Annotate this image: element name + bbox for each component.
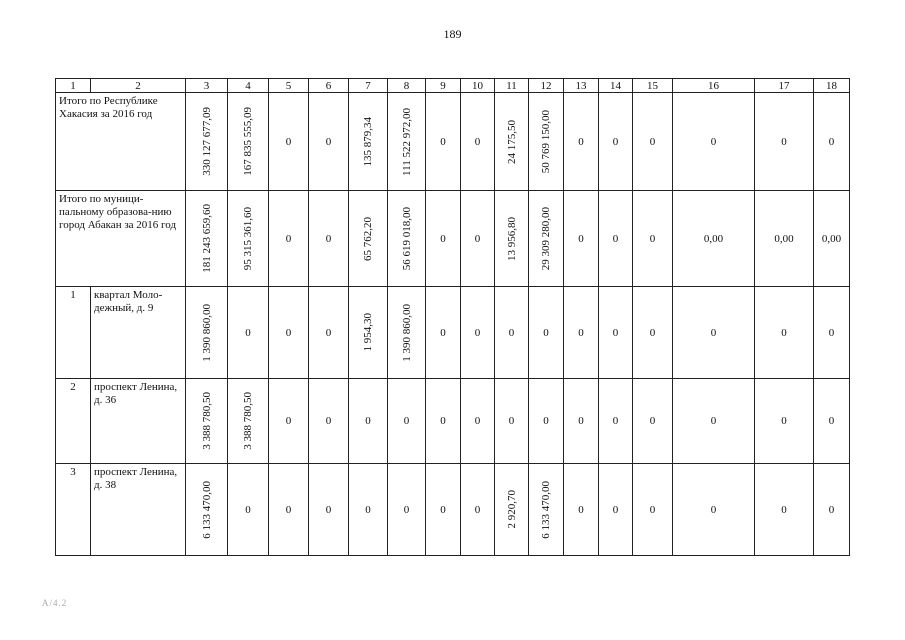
value-text: 0 [285,135,292,148]
header-cell: 5 [269,79,309,93]
value-cell [186,93,228,191]
header-cell: 18 [814,79,850,93]
value-text: 0 [710,503,717,516]
header-cell: 16 [673,79,755,93]
value-text: 0 [245,326,251,339]
value-text: 6 133 470,00 [540,480,552,539]
value-cell [814,287,850,379]
header-cell: 15 [633,79,673,93]
value-cell [633,287,673,379]
value-cell [599,287,633,379]
value-text: 2 920,70 [505,490,518,529]
value-text: 0 [781,503,787,516]
total-row [56,191,850,287]
value-cell [633,379,673,464]
value-cell [388,464,426,556]
value-text: 0 [474,415,481,427]
value-cell [755,191,814,287]
item-row [56,287,850,379]
item-row [56,464,850,556]
header-cell: 7 [349,79,388,93]
value-text: 3 388 780,50 [242,392,254,450]
value-cell [186,287,228,379]
value-cell [388,287,426,379]
value-text: 0 [474,503,481,516]
value-text: 0 [285,326,292,339]
value-text: 0 [440,326,446,339]
value-text: 0 [710,415,717,427]
value-text: 0 [828,326,835,339]
value-cell [529,191,564,287]
value-cell [186,379,228,464]
value-text: 167 835 555,09 [242,107,254,176]
value-text: 0 [365,415,371,427]
value-text: 0 [649,135,656,148]
value-cell [309,191,349,287]
value-cell [349,93,388,191]
value-cell [564,93,599,191]
value-cell [529,464,564,556]
value-text: 0 [781,415,787,427]
value-cell [269,379,309,464]
value-text: 0 [612,415,619,427]
value-text: 0 [474,135,481,148]
value-cell [426,191,461,287]
value-text: 0 [325,135,332,148]
header-cell: 13 [564,79,599,93]
value-text: 56 619 018,00 [400,206,413,271]
header-cell: 14 [599,79,633,93]
value-text: 13 956,80 [505,216,518,261]
header-cell: 11 [495,79,529,93]
value-cell [673,464,755,556]
value-text: 1 390 860,00 [400,303,413,362]
value-cell [495,287,529,379]
value-text: 0 [474,232,481,245]
value-text: 0 [781,135,787,148]
value-cell [186,464,228,556]
value-text: 0,00 [821,232,842,245]
value-cell [529,93,564,191]
total-row [56,93,850,191]
value-cell [673,379,755,464]
value-cell [309,287,349,379]
value-cell [461,93,495,191]
value-text: 1 954,30 [362,313,374,352]
value-cell [564,379,599,464]
value-cell [426,93,461,191]
header-cell: 12 [529,79,564,93]
value-text: 0 [828,135,835,148]
item-row [56,379,850,464]
value-text: 0 [325,232,332,245]
item-index: 1 [56,287,91,379]
value-cell [495,93,529,191]
value-text: 0 [578,232,584,245]
value-text: 1 390 860,00 [200,303,213,362]
header-cell: 6 [309,79,349,93]
value-cell [388,379,426,464]
value-text: 0 [578,503,584,516]
value-cell [495,191,529,287]
value-cell [564,464,599,556]
value-text: 0 [649,232,656,245]
header-cell: 3 [186,79,228,93]
value-text: 0 [543,326,549,339]
value-text: 0 [325,503,332,516]
value-cell [426,464,461,556]
value-text: 0 [543,415,549,427]
value-cell [228,379,269,464]
value-cell [755,287,814,379]
value-text: 0 [403,415,410,427]
header-cell: 17 [755,79,814,93]
value-cell [814,464,850,556]
value-text: 0 [325,326,332,339]
value-text: 95 315 361,60 [242,206,254,271]
value-text: 0 [578,135,584,148]
value-cell [349,191,388,287]
value-text: 0 [508,326,515,339]
value-cell [599,464,633,556]
value-cell [349,464,388,556]
value-text: 0 [440,415,446,427]
value-cell [309,93,349,191]
value-text: 24 175,50 [505,119,518,164]
value-cell [673,287,755,379]
value-cell [755,379,814,464]
value-cell [349,287,388,379]
value-cell [529,287,564,379]
value-text: 0 [245,503,251,516]
value-cell [269,464,309,556]
value-cell [309,379,349,464]
value-text: 0 [403,503,410,516]
value-cell [349,379,388,464]
value-text: 0 [649,503,656,516]
value-text: 0 [285,503,292,516]
value-text: 0,00 [774,232,794,245]
value-cell [461,191,495,287]
header-row [56,79,850,93]
header-cell: 9 [426,79,461,93]
value-cell [269,191,309,287]
value-text: 0 [612,503,619,516]
page-number: 189 [443,27,462,41]
value-text: 0 [285,232,292,245]
value-cell [633,191,673,287]
footer-mark: А/4.2 [42,598,68,608]
value-text: 0 [365,503,371,516]
value-cell [426,287,461,379]
value-text: 0 [710,326,717,339]
value-text: 0 [440,232,446,245]
value-cell [228,464,269,556]
value-cell [755,93,814,191]
value-text: 0 [828,415,835,427]
data-table [55,78,850,556]
value-text: 0 [440,135,446,148]
item-label: квартал Моло-дежный, д. 9 [91,287,186,379]
value-text: 0 [325,415,332,427]
value-cell [755,464,814,556]
value-cell [461,379,495,464]
value-cell [309,464,349,556]
header-cell: 1 [56,79,91,93]
value-cell [269,93,309,191]
header-cell: 2 [91,79,186,93]
value-text: 0,00 [703,232,724,245]
value-cell [269,287,309,379]
value-text: 0 [612,232,619,245]
value-cell [633,93,673,191]
value-cell [673,191,755,287]
value-text: 0 [508,415,515,427]
value-text: 330 127 677,09 [200,107,213,176]
value-text: 0 [474,326,481,339]
value-cell [426,379,461,464]
header-cell: 4 [228,79,269,93]
value-cell [228,287,269,379]
value-cell [228,191,269,287]
item-index: 3 [56,464,91,556]
value-text: 135 879,34 [362,116,374,167]
value-cell [564,287,599,379]
value-cell [673,93,755,191]
value-text: 3 388 780,50 [200,392,213,450]
value-text: 0 [649,415,656,427]
value-cell [633,464,673,556]
value-text: 29 309 280,00 [540,206,552,271]
value-text: 0 [649,326,656,339]
value-cell [461,464,495,556]
value-cell [388,191,426,287]
value-text: 65 762,20 [362,216,374,261]
value-cell [564,191,599,287]
header-cell: 8 [388,79,426,93]
value-text: 0 [578,415,584,427]
value-cell [495,379,529,464]
value-cell [228,93,269,191]
value-cell [814,379,850,464]
total-label: Итого по муници-пальному образова-нию город Абакан за 2016 год [56,191,186,287]
value-cell [529,379,564,464]
value-text: 0 [285,415,292,427]
value-text: 6 133 470,00 [200,480,213,539]
value-text: 111 522 972,00 [400,107,413,176]
value-cell [814,191,850,287]
value-text: 0 [781,326,787,339]
value-cell [461,287,495,379]
value-cell [388,93,426,191]
value-cell [495,464,529,556]
value-cell [599,379,633,464]
value-text: 50 769 150,00 [540,109,552,174]
value-text: 0 [828,503,835,516]
header-cell: 10 [461,79,495,93]
value-cell [814,93,850,191]
item-index: 2 [56,379,91,464]
item-label: проспект Ленина, д. 38 [91,464,186,556]
value-text: 0 [612,135,619,148]
value-text: 0 [612,326,619,339]
value-text: 0 [440,503,446,516]
value-cell [599,93,633,191]
item-label: проспект Ленина, д. 36 [91,379,186,464]
value-cell [186,191,228,287]
total-label: Итого по Республике Хакасия за 2016 год [56,93,186,191]
value-text: 181 243 659,60 [200,204,213,273]
value-text: 0 [578,326,584,339]
value-text: 0 [710,135,717,148]
value-cell [599,191,633,287]
